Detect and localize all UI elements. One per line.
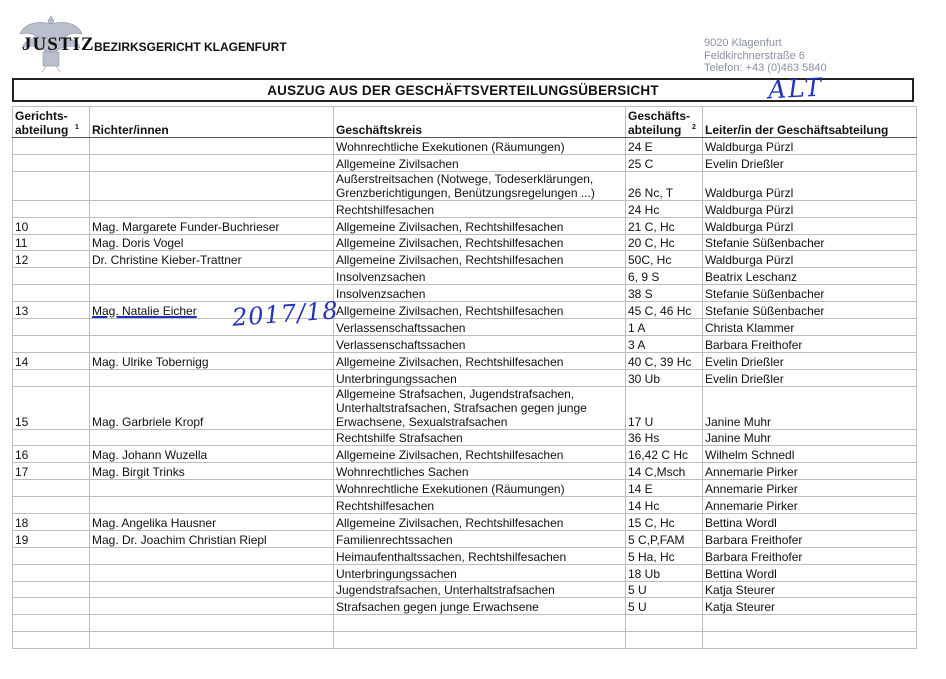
cell-office-head: Katja Steurer (703, 598, 917, 615)
header-judges: Richter/innen (90, 107, 334, 138)
cell-business-area: Wohnrechtliche Exekutionen (Räumungen) (334, 480, 626, 497)
cell-business-area: Allgemeine Zivilsachen, Rechtshilfesachen (334, 352, 626, 369)
table-row (13, 514, 917, 531)
cell-business-area: Allgemeine Zivilsachen, Rechtshilfesachen (334, 251, 626, 268)
cell-office-head: Annemarie Pirker (703, 497, 917, 514)
cell-business-area: Unterbringungssachen (334, 564, 626, 581)
table-row (13, 217, 917, 234)
cell-judge (90, 497, 334, 514)
cell-business-area: Rechtshilfesachen (334, 497, 626, 514)
court-name: BEZIRKSGERICHT KLAGENFURT (94, 40, 287, 54)
cell-judge: Mag. Margarete Funder-Buchrieser (90, 217, 334, 234)
cell-office: 20 C, Hc (626, 234, 703, 251)
header-office-label: Geschäfts-abteilung (628, 109, 691, 137)
table-row (13, 463, 917, 480)
cell-office: 26 Nc, T (626, 171, 703, 200)
address-line: 9020 Klagenfurt (704, 37, 782, 49)
cell-judge (90, 581, 334, 598)
justiz-logo-text: JUSTIZ (22, 34, 95, 55)
cell-office-head: Barbara Freithofer (703, 335, 917, 352)
cell-department: 17 (13, 463, 90, 480)
handwritten-year-note: 2017/18 (231, 296, 340, 332)
cell-judge (90, 138, 334, 155)
cell-office-head: Waldburga Pürzl (703, 251, 917, 268)
cell-business-area: Allgemeine Zivilsachen, Rechtshilfesachen (334, 234, 626, 251)
table-row (13, 234, 917, 251)
cell-department (13, 581, 90, 598)
cell-office: 15 C, Hc (626, 514, 703, 531)
cell-judge: Mag. Johann Wuzella (90, 446, 334, 463)
cell-office: 18 Ub (626, 564, 703, 581)
cell-business-area: Familienrechtssachen (334, 530, 626, 547)
cell-department (13, 480, 90, 497)
address-line: Feldkirchnerstraße 6 (704, 49, 805, 62)
cell-business-area (334, 632, 626, 649)
table-row (13, 598, 917, 615)
cell-office-head: Stefanie Süßenbacher (703, 302, 917, 319)
cell-office: 25 C (626, 154, 703, 171)
cell-office-head: Evelin Drießler (703, 369, 917, 386)
table-row (13, 285, 917, 302)
cell-judge: Mag. Natalie Eicher (90, 302, 334, 319)
cell-office-head: Barbara Freithofer (703, 530, 917, 547)
cell-business-area: Insolvenzsachen (334, 285, 626, 302)
cell-judge (90, 429, 334, 446)
cell-office-head: Bettina Wordl (703, 514, 917, 531)
table-row (13, 446, 917, 463)
cell-office: 14 Hc (626, 497, 703, 514)
cell-office-head (703, 632, 917, 649)
cell-business-area: Allgemeine Zivilsachen, Rechtshilfesachen (334, 514, 626, 531)
table-row (13, 352, 917, 369)
cell-office-head: Beatrix Leschanz (703, 268, 917, 285)
cell-business-area: Unterbringungssachen (334, 369, 626, 386)
cell-department (13, 335, 90, 352)
cell-business-area: Wohnrechtliche Exekutionen (Räumungen) (334, 138, 626, 155)
cell-department (13, 171, 90, 200)
table-header-row (13, 107, 917, 138)
cell-judge (90, 598, 334, 615)
cell-office: 5 Ha, Hc (626, 547, 703, 564)
cell-judge (90, 268, 334, 285)
cell-judge (90, 547, 334, 564)
table-row (13, 369, 917, 386)
cell-office-head: Stefanie Süßenbacher (703, 234, 917, 251)
table-row (13, 154, 917, 171)
header-office-head: Leiter/in der Geschäftsabteilung (703, 107, 917, 138)
table-row (13, 319, 917, 336)
table-row (13, 335, 917, 352)
cell-office: 36 Hs (626, 429, 703, 446)
cell-business-area: Heimaufenthaltssachen, Rechtshilfesachen (334, 547, 626, 564)
cell-department (13, 615, 90, 632)
cell-business-area: Allgemeine Zivilsachen, Rechtshilfesachen (334, 217, 626, 234)
cell-business-area: Verlassenschaftssachen (334, 319, 626, 336)
cell-business-area: Außerstreitsachen (Notwege, Todeserklärungen, Grenzberichtigungen, Benützungsregelungen ...) (334, 171, 626, 200)
cell-office-head: Waldburga Pürzl (703, 171, 917, 200)
cell-department (13, 154, 90, 171)
cell-business-area: Allgemeine Strafsachen, Jugendstrafsachen, Unterhaltstrafsachen, Strafsachen gegen junge Erwachsene, Sexualstrafsachen (334, 386, 626, 429)
cell-judge: Mag. Dr. Joachim Christian Riepl (90, 530, 334, 547)
assignment-table (12, 106, 917, 649)
cell-office: 5 U (626, 598, 703, 615)
cell-department (13, 138, 90, 155)
cell-judge: Mag. Birgit Trinks (90, 463, 334, 480)
cell-department (13, 369, 90, 386)
cell-department: 16 (13, 446, 90, 463)
cell-judge (90, 369, 334, 386)
cell-judge: Mag. Ulrike Tobernigg (90, 352, 334, 369)
cell-office: 14 C,Msch (626, 463, 703, 480)
cell-department: 12 (13, 251, 90, 268)
cell-business-area: Allgemeine Zivilsachen, Rechtshilfesachen (334, 446, 626, 463)
cell-department (13, 598, 90, 615)
cell-office-head: Christa Klammer (703, 319, 917, 336)
table-row (13, 268, 917, 285)
table-row (13, 581, 917, 598)
table-row (13, 480, 917, 497)
table-row (13, 530, 917, 547)
cell-office: 5 U (626, 581, 703, 598)
cell-office-head: Wilhelm Schnedl (703, 446, 917, 463)
cell-office-head: Annemarie Pirker (703, 480, 917, 497)
cell-business-area: Insolvenzsachen (334, 268, 626, 285)
cell-judge: Mag. Angelika Hausner (90, 514, 334, 531)
cell-office: 50C, Hc (626, 251, 703, 268)
cell-business-area: Jugendstrafsachen, Unterhaltstrafsachen (334, 581, 626, 598)
table-row (13, 171, 917, 200)
cell-department (13, 632, 90, 649)
table-row (13, 251, 917, 268)
cell-office-head: Janine Muhr (703, 386, 917, 429)
cell-department (13, 497, 90, 514)
cell-office-head: Katja Steurer (703, 581, 917, 598)
cell-office: 21 C, Hc (626, 217, 703, 234)
cell-office: 5 C,P,FAM (626, 530, 703, 547)
cell-business-area (334, 615, 626, 632)
cell-business-area: Rechtshilfe Strafsachen (334, 429, 626, 446)
cell-office: 40 C, 39 Hc (626, 352, 703, 369)
cell-office: 14 E (626, 480, 703, 497)
cell-judge (90, 632, 334, 649)
cell-judge (90, 564, 334, 581)
cell-business-area: Strafsachen gegen junge Erwachsene (334, 598, 626, 615)
cell-office-head: Evelin Drießler (703, 154, 917, 171)
cell-office: 17 U (626, 386, 703, 429)
table-body (13, 138, 917, 649)
cell-department: 14 (13, 352, 90, 369)
cell-office (626, 615, 703, 632)
cell-judge (90, 480, 334, 497)
table-row (13, 615, 917, 632)
cell-judge (90, 615, 334, 632)
table-row (13, 547, 917, 564)
cell-business-area: Wohnrechtliches Sachen (334, 463, 626, 480)
cell-office: 16,42 C Hc (626, 446, 703, 463)
cell-judge (90, 200, 334, 217)
cell-office-head: Stefanie Süßenbacher (703, 285, 917, 302)
handwritten-alt-note: ALT (767, 72, 825, 105)
table-row (13, 564, 917, 581)
document-title: AUSZUG AUS DER GESCHÄFTSVERTEILUNGSÜBERSICHT (267, 83, 659, 98)
table-row (13, 200, 917, 217)
cell-office: 1 A (626, 319, 703, 336)
cell-office-head: Waldburga Pürzl (703, 217, 917, 234)
cell-department: 13 (13, 302, 90, 319)
cell-business-area: Allgemeine Zivilsachen (334, 154, 626, 171)
footnote-2: 2 (692, 124, 696, 131)
cell-department: 19 (13, 530, 90, 547)
cell-office (626, 632, 703, 649)
cell-department (13, 268, 90, 285)
cell-judge (90, 171, 334, 200)
cell-office: 45 C, 46 Hc (626, 302, 703, 319)
table-row (13, 429, 917, 446)
cell-office-head: Bettina Wordl (703, 564, 917, 581)
header-department (13, 107, 90, 138)
cell-office-head (703, 615, 917, 632)
table-row (13, 302, 917, 319)
cell-business-area: Verlassenschaftssachen (334, 335, 626, 352)
cell-business-area: Rechtshilfesachen (334, 200, 626, 217)
cell-office-head: Barbara Freithofer (703, 547, 917, 564)
cell-judge: Dr. Christine Kieber-Trattner (90, 251, 334, 268)
cell-office-head: Waldburga Pürzl (703, 138, 917, 155)
table-row (13, 497, 917, 514)
cell-office-head: Evelin Drießler (703, 352, 917, 369)
cell-department: 18 (13, 514, 90, 531)
cell-department: 15 (13, 386, 90, 429)
table-row (13, 386, 917, 429)
cell-office: 6, 9 S (626, 268, 703, 285)
table-row (13, 632, 917, 649)
court-address (704, 37, 827, 75)
cell-office: 3 A (626, 335, 703, 352)
cell-office-head: Janine Muhr (703, 429, 917, 446)
cell-office-head: Waldburga Pürzl (703, 200, 917, 217)
cell-department: 11 (13, 234, 90, 251)
cell-office-head: Annemarie Pirker (703, 463, 917, 480)
cell-department (13, 564, 90, 581)
cell-department (13, 200, 90, 217)
header-department-label: Gerichts-abteilung (15, 109, 69, 137)
cell-judge (90, 154, 334, 171)
table-row (13, 138, 917, 155)
cell-judge: Mag. Doris Vogel (90, 234, 334, 251)
cell-business-area: Allgemeine Zivilsachen, Rechtshilfesachen (334, 302, 626, 319)
address-line: Telefon: +43 (0)463 5840 (704, 62, 827, 74)
footnote-1: 1 (75, 124, 79, 131)
cell-department (13, 285, 90, 302)
cell-office: 24 Hc (626, 200, 703, 217)
cell-office: 38 S (626, 285, 703, 302)
cell-judge: Mag. Garbriele Kropf (90, 386, 334, 429)
header-office (626, 107, 703, 138)
cell-judge (90, 335, 334, 352)
cell-office: 24 E (626, 138, 703, 155)
cell-department (13, 319, 90, 336)
cell-office: 30 Ub (626, 369, 703, 386)
cell-department (13, 429, 90, 446)
header-business-area: Geschäftskreis (334, 107, 626, 138)
cell-department (13, 547, 90, 564)
cell-department: 10 (13, 217, 90, 234)
